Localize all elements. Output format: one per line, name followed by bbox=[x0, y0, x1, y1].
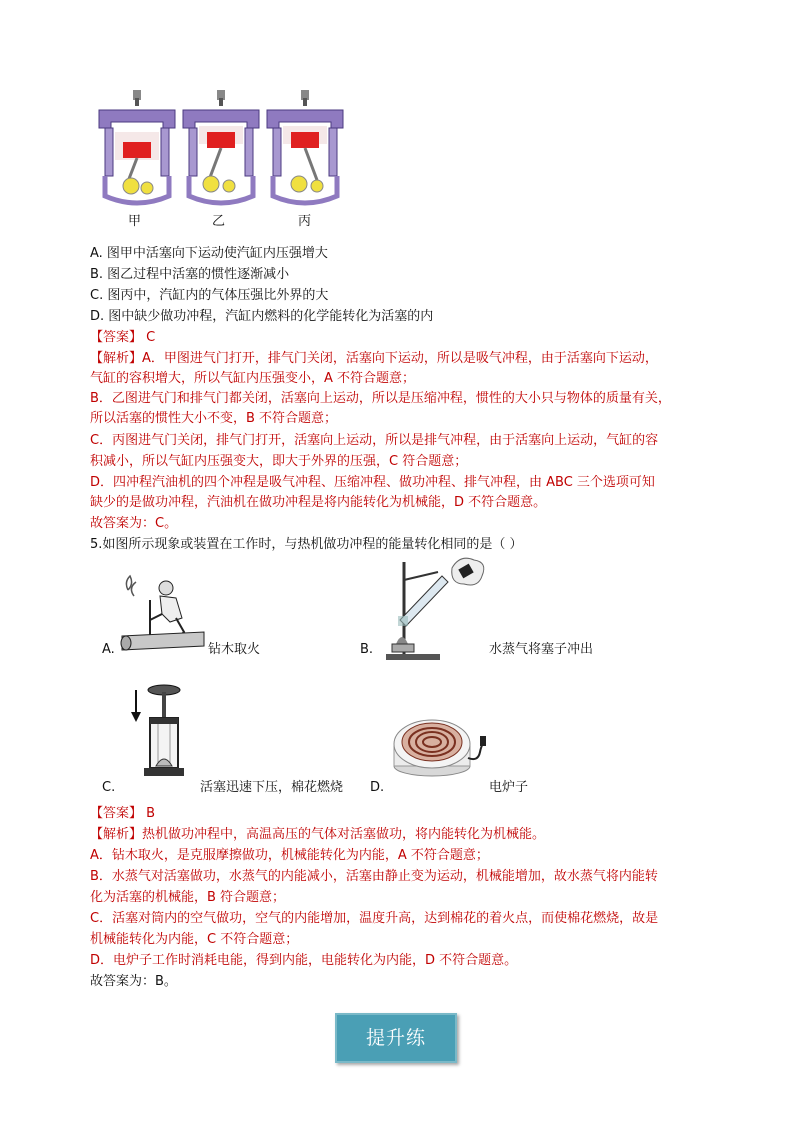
electric-stove-image bbox=[392, 712, 488, 782]
q4-option-c: C. 图丙中，汽缸内的气体压强比外界的大 bbox=[90, 288, 329, 303]
q4-answer: 【答案】 C bbox=[90, 330, 156, 345]
q4-option-b: B. 图乙过程中活塞的惯性逐渐减小 bbox=[90, 267, 290, 282]
q5-option-a-letter: A. bbox=[102, 642, 115, 657]
q4-analysis-line: D．四冲程汽油机的四个冲程是吸气冲程、压缩冲程、做功冲程、排气冲程，由 ABC 三个选项可知 bbox=[90, 475, 655, 490]
q5-option-c-caption: 活塞迅速下压，棉花燃烧 bbox=[200, 780, 344, 795]
q4-analysis-line: 【解析】A．甲图进气门打开，排气门关闭，活塞向下运动，所以是吸气冲程，由于活塞向下运动， bbox=[90, 351, 658, 366]
q4-analysis-line: 积减小，所以气缸内压强变大，即大于外界的压强，C 符合题意； bbox=[90, 454, 468, 469]
q5-stem: 5.如图所示现象或装置在工作时，与热机做功冲程的能量转化相同的是（ ） bbox=[90, 537, 523, 552]
improvement-practice-button[interactable]: 提升练 bbox=[335, 1013, 457, 1063]
q5-analysis-line: 机械能转化为内能，C 不符合题意； bbox=[90, 932, 299, 947]
q4-analysis-line: 缺少的是做功冲程，汽油机在做功冲程是将内能转化为机械能，D 不符合题意。 bbox=[90, 495, 547, 510]
q5-analysis-line: D．电炉子工作时消耗电能，得到内能，电能转化为内能，D 不符合题意。 bbox=[90, 953, 518, 968]
q5-analysis-line: 【解析】热机做功冲程中，高温高压的气体对活塞做功，将内能转化为机械能。 bbox=[90, 827, 546, 842]
steam-test-tube-image bbox=[378, 552, 488, 664]
q5-option-b-letter: B. bbox=[360, 642, 374, 657]
q5-answer: 【答案】 B bbox=[90, 806, 156, 821]
q4-analysis-line: B．乙图进气门和排气门都关闭，活塞向上运动，所以是压缩冲程，惯性的大小只与物体的质量有关， bbox=[90, 391, 671, 406]
engine-diagram-yi bbox=[181, 88, 261, 206]
q5-analysis-line: A．钻木取火，是克服摩擦做功，机械能转化为内能，A 不符合题意； bbox=[90, 848, 489, 863]
q5-option-d-letter: D. bbox=[370, 780, 385, 795]
engine-label-jia: 甲 bbox=[128, 214, 142, 229]
q5-conclusion: 故答案为：B。 bbox=[90, 974, 177, 989]
q5-option-d-caption: 电炉子 bbox=[489, 780, 529, 795]
q5-option-c-letter: C. bbox=[102, 780, 116, 795]
air-compression-cylinder-image bbox=[128, 682, 188, 782]
engine-label-bing: 丙 bbox=[298, 214, 312, 229]
q5-analysis-line: C．活塞对筒内的空气做功，空气的内能增加，温度升高，达到棉花的着火点，而使棉花燃烧，故是 bbox=[90, 911, 659, 926]
q5-analysis-line: B．水蒸气对活塞做功，水蒸气的内能减小，活塞由静止变为运动，机械能增加，故水蒸气将内能转 bbox=[90, 869, 658, 884]
q4-option-d: D. 图中缺少做功冲程，汽缸内燃料的化学能转化为活塞的内 bbox=[90, 309, 434, 324]
q4-option-a: A. 图甲中活塞向下运动使汽缸内压强增大 bbox=[90, 246, 328, 261]
q5-analysis-line: 化为活塞的机械能，B 符合题意； bbox=[90, 890, 286, 905]
engine-diagram-bing bbox=[265, 88, 345, 206]
q4-analysis-line: 气缸的容积增大，所以气缸内压强变小，A 不符合题意； bbox=[90, 371, 416, 386]
drilling-wood-fire-image bbox=[120, 570, 205, 655]
q4-analysis-line: C．丙图进气门关闭，排气门打开，活塞向上运动，所以是排气冲程，由于活塞向上运动，气缸的容 bbox=[90, 433, 659, 448]
engine-diagram-jia bbox=[97, 88, 177, 206]
q4-conclusion: 故答案为：C。 bbox=[90, 516, 178, 531]
engine-label-yi: 乙 bbox=[212, 214, 226, 229]
q5-option-a-caption: 钻木取火 bbox=[208, 642, 261, 657]
q4-analysis-line: 所以活塞的惯性大小不变，B 不符合题意； bbox=[90, 411, 338, 426]
q5-option-b-caption: 水蒸气将塞子冲出 bbox=[489, 642, 594, 657]
